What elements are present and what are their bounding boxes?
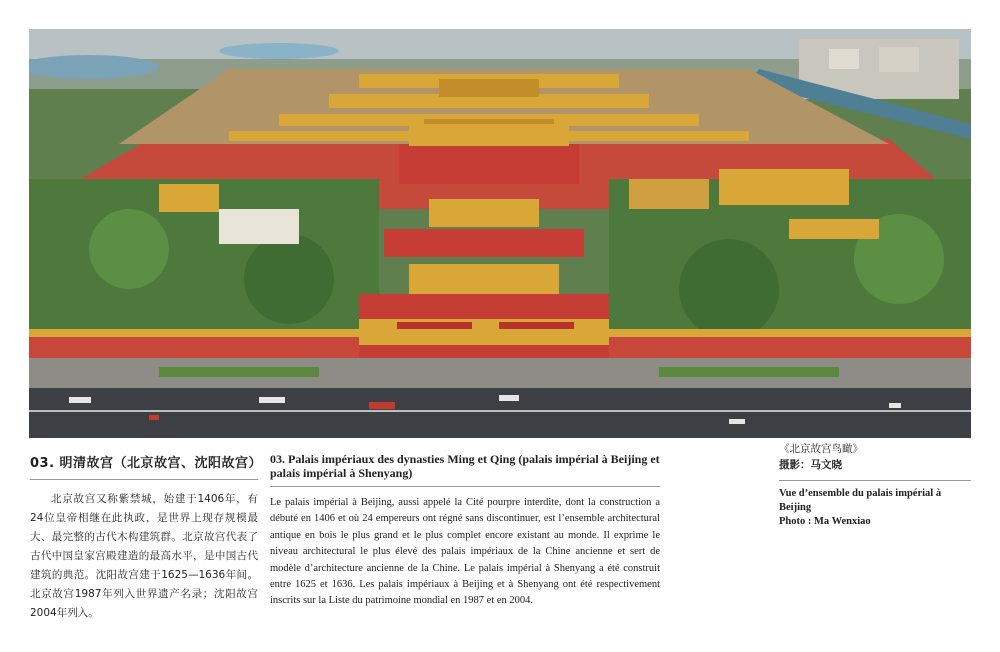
caption-title-zh: 《北京故宫鸟瞰》 bbox=[779, 443, 863, 455]
section-chinese bbox=[30, 452, 263, 623]
caption-credit-fr: Photo : Ma Wenxiao bbox=[779, 516, 871, 527]
aerial-photo-forbidden-city bbox=[29, 29, 971, 438]
section-french bbox=[270, 452, 660, 610]
caption-divider bbox=[779, 480, 971, 481]
caption-title-fr: Vue d’ensemble du palais impérial à Beijing bbox=[779, 488, 942, 513]
photo-caption bbox=[779, 441, 971, 529]
section-body-zh: 北京故宫又称紫禁城，始建于1406年，有24位皇帝相继在此执政，是世界上现存规模最大、最完整的古代木构建筑群。北京故宫代表了古代中国皇家宫殿建造的最高水平，是中国古代建筑的典范。沈阳故宫建于1625—1636年间。北京故宫1987年列入世界遗产名录；沈阳故宫2004年列入。 bbox=[30, 493, 258, 619]
caption-credit-zh: 摄影：马文晓 bbox=[779, 459, 842, 471]
section-title-zh: 03. 明清故宫（北京故宫、沈阳故宫） bbox=[30, 452, 258, 480]
section-title-fr: 03. Palais impériaux des dynasties Ming et Qing (palais impérial à Beijing et palais impérial à Shenyang) bbox=[270, 452, 660, 487]
section-body-fr: Le palais impérial à Beijing, aussi appelé la Cité pourpre interdite, dont la construction a débuté en 1406 et où 24 empereurs ont régné sans discontinuer, est l’ensemble architectural antique en bois le plus grand et le plus complet encore existant au monde. Il exprime le niveau architectural le plus élevé des palais impériaux de la Chine ancienne et sert de modèle d’architecture ancienne de la Chine. Le palais impérial à Shenyang a été construit entre 1625 et 1636. Les palais impériaux à Beijing et à Shenyang ont été respectivement inscrits sur la Liste du patrimoine mondial en 1987 et en 2004. bbox=[270, 497, 660, 607]
